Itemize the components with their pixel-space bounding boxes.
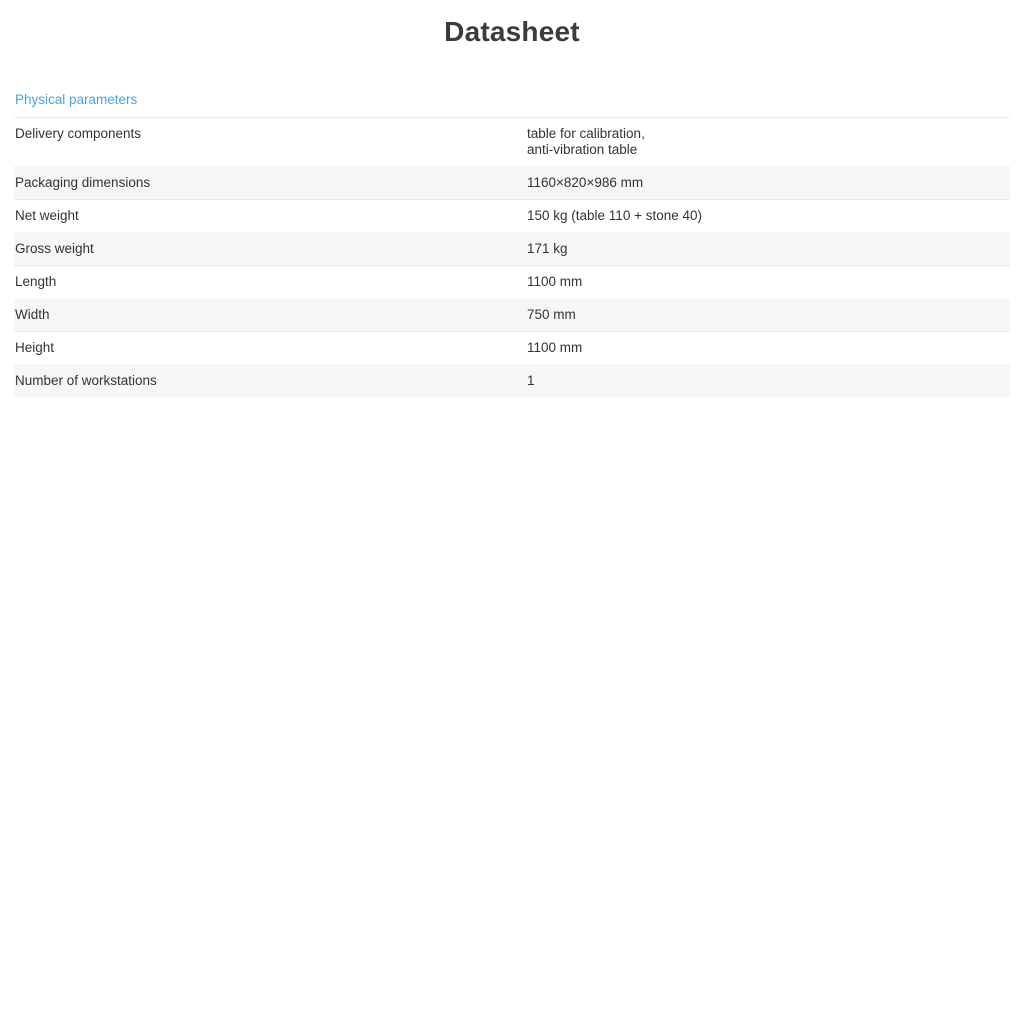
spec-label: Number of workstations	[15, 373, 157, 388]
spec-value: 1100 mm	[527, 274, 583, 289]
section-heading: Physical parameters	[15, 92, 138, 107]
table-row	[14, 233, 1010, 266]
table-row	[14, 266, 1010, 299]
spec-label: Delivery components	[15, 126, 142, 141]
page-title: Datasheet	[444, 16, 580, 47]
spec-value: 171 kg	[527, 241, 568, 256]
table-row	[14, 299, 1010, 332]
table-row	[14, 167, 1010, 200]
spec-label: Net weight	[15, 208, 79, 223]
spec-value-line: anti-vibration table	[527, 142, 638, 157]
spec-value: 1100 mm	[527, 340, 583, 355]
spec-label: Length	[15, 274, 57, 289]
spec-value-line: table for calibration,	[527, 126, 645, 141]
spec-label: Width	[15, 307, 50, 322]
spec-label: Gross weight	[15, 241, 94, 256]
table-row	[14, 118, 1010, 167]
table-row	[14, 200, 1010, 233]
table-row	[14, 332, 1010, 365]
table-row	[14, 365, 1010, 398]
spec-value: 1	[527, 373, 535, 388]
spec-value: 150 kg (table 110 + stone 40)	[527, 208, 702, 223]
spec-label: Packaging dimensions	[15, 175, 151, 190]
spec-label: Height	[15, 340, 55, 355]
section-physical-parameters	[0, 92, 1024, 397]
spec-value: 750 mm	[527, 307, 576, 322]
spec-value: 1160×820×986 mm	[527, 175, 644, 190]
specs-table	[14, 117, 1010, 397]
spec-value	[526, 118, 1010, 167]
